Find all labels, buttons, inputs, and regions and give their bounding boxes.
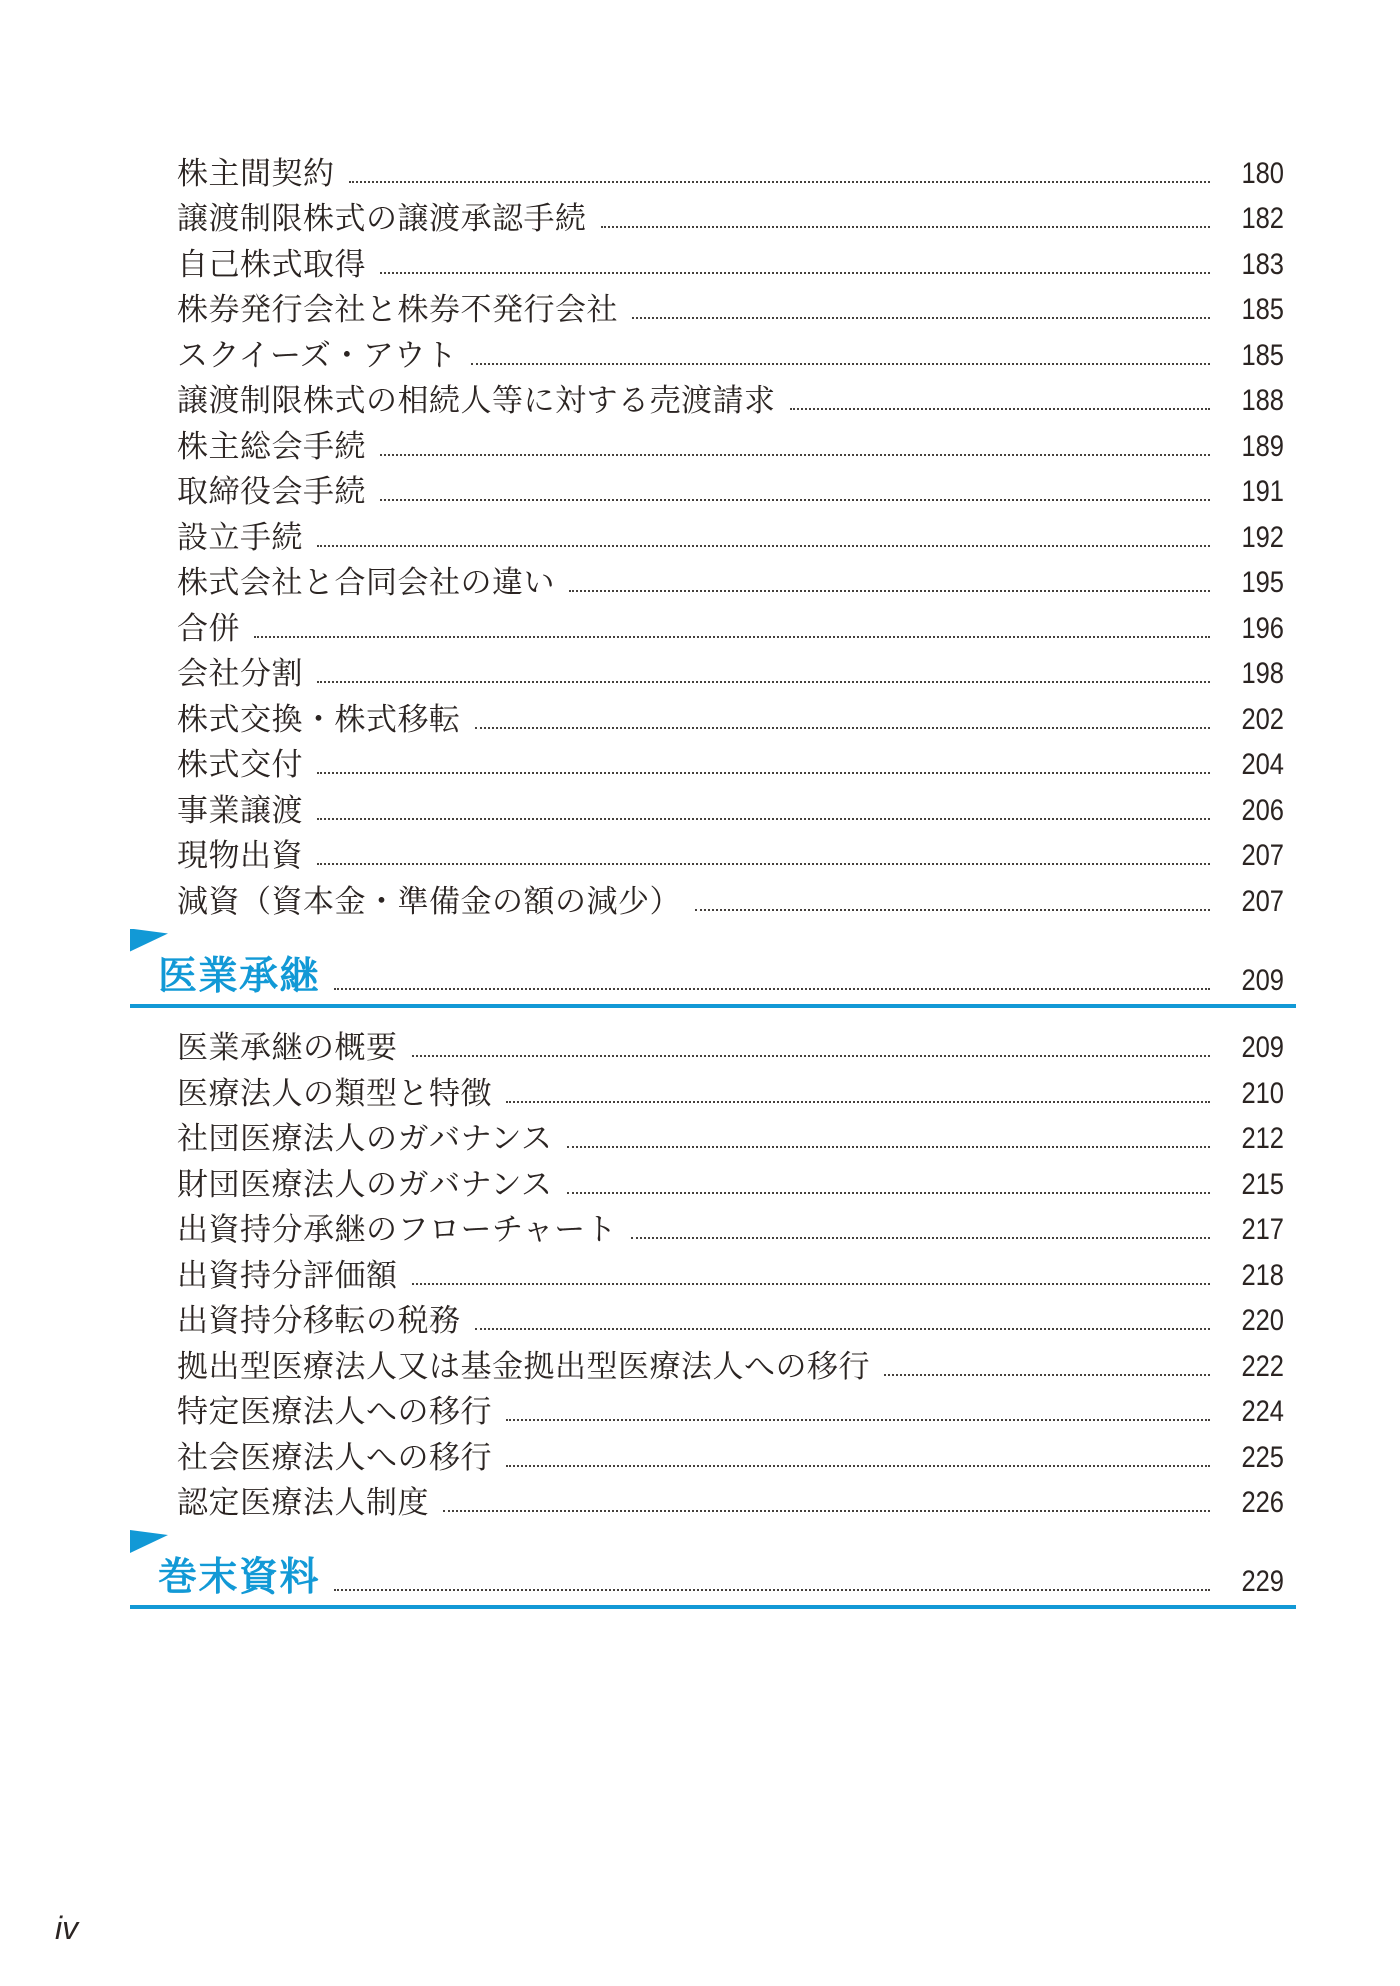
toc-entry-title: 株主総会手続 [177, 428, 366, 464]
section-flag-icon [130, 1530, 168, 1553]
toc-entry [130, 466, 1296, 512]
toc-entry-title: 自己株式取得 [177, 246, 366, 282]
page-number: iv [55, 1910, 79, 1946]
toc-entry-title: 出資持分承継のフローチャート [177, 1212, 618, 1247]
toc-entry [130, 147, 1296, 193]
toc-entry-title: 社会医療法人への移行 [177, 1439, 492, 1475]
toc-entry [130, 1477, 1296, 1523]
toc-entry-page: 224 [1241, 1395, 1284, 1428]
table-of-contents [130, 147, 1296, 1623]
toc-entry [130, 1022, 1296, 1068]
dotted-leader [380, 272, 1210, 274]
toc-entry-page: 209 [1241, 1031, 1284, 1064]
toc-entry-page: 204 [1241, 748, 1284, 781]
toc-entry-page: 196 [1241, 611, 1284, 645]
toc-entry-page: 185 [1241, 293, 1284, 326]
toc-entry-title: 減資（資本金・準備金の額の減少） [177, 883, 681, 919]
toc-entry [130, 693, 1296, 739]
toc-entry-title: 医療法人の類型と特徴 [177, 1075, 492, 1111]
toc-entry-page: 180 [1241, 156, 1284, 190]
toc-entry [130, 784, 1296, 830]
section-flag-icon [130, 929, 168, 952]
toc-entry [130, 1249, 1296, 1295]
toc-entry [130, 1113, 1296, 1159]
toc-entry-page: 185 [1241, 338, 1284, 372]
toc-entry-page: 222 [1241, 1349, 1284, 1383]
toc-entry [130, 329, 1296, 375]
section-title: 医業承継 [158, 954, 321, 998]
dotted-leader [380, 454, 1210, 456]
toc-entry [130, 1386, 1296, 1432]
dotted-leader [443, 1510, 1210, 1512]
toc-entry [130, 284, 1296, 330]
section-page: 229 [1241, 1565, 1284, 1598]
toc-intro-list [130, 147, 1296, 921]
toc-entry [130, 1340, 1296, 1386]
dotted-leader [506, 1465, 1210, 1467]
toc-entry [130, 648, 1296, 694]
toc-entry-page: 182 [1241, 202, 1284, 235]
toc-entry-title: 譲渡制限株式の譲渡承認手続 [177, 201, 587, 236]
toc-entry-page: 220 [1241, 1304, 1284, 1337]
dotted-leader [569, 590, 1210, 592]
dotted-leader [632, 317, 1210, 319]
toc-entry-page: 207 [1241, 839, 1284, 872]
toc-entry-title: 株式交付 [177, 747, 303, 782]
toc-entry [130, 420, 1296, 466]
dotted-leader [567, 1146, 1210, 1148]
toc-entry-page: 183 [1241, 247, 1284, 281]
dotted-leader [412, 1055, 1211, 1057]
toc-entry [130, 739, 1296, 785]
section-header [130, 1551, 1296, 1601]
toc-entry-title: 出資持分評価額 [177, 1257, 398, 1293]
toc-entry-title: 現物出資 [177, 838, 303, 873]
dotted-leader [412, 1283, 1211, 1285]
dotted-leader [601, 226, 1211, 228]
toc-entry [130, 602, 1296, 648]
toc-entry-page: 225 [1241, 1440, 1284, 1474]
toc-section [130, 1530, 1296, 1609]
toc-entry-page: 212 [1241, 1122, 1284, 1155]
toc-entry-title: 株式交換・株式移転 [177, 701, 461, 737]
dotted-leader [471, 363, 1210, 365]
dotted-leader [884, 1374, 1210, 1376]
dotted-leader [380, 499, 1210, 501]
section-page: 209 [1241, 963, 1284, 997]
dotted-leader [317, 681, 1210, 683]
dotted-leader [334, 1589, 1210, 1591]
toc-entry-title: 会社分割 [177, 656, 303, 691]
dotted-leader [317, 818, 1210, 820]
toc-entry-page: 189 [1241, 429, 1284, 463]
toc-entry [130, 1067, 1296, 1113]
toc-entry-page: 226 [1241, 1486, 1284, 1519]
dotted-leader [475, 727, 1211, 729]
dotted-leader [695, 909, 1210, 911]
toc-sections [130, 929, 1296, 1610]
toc-entry [130, 1158, 1296, 1204]
toc-entry-title: 拠出型医療法人又は基金拠出型医療法人への移行 [177, 1348, 870, 1384]
toc-entry-title: 株券発行会社と株券不発行会社 [177, 292, 618, 327]
toc-entry [130, 1295, 1296, 1341]
section-header [130, 950, 1296, 1000]
toc-entry-title: 医業承継の概要 [177, 1030, 398, 1065]
section-title: 巻末資料 [158, 1556, 321, 1599]
toc-entry-page: 191 [1241, 475, 1284, 508]
dotted-leader [506, 1419, 1210, 1421]
toc-entry-title: スクイーズ・アウト [177, 337, 458, 373]
toc-entry-title: 設立手続 [177, 519, 303, 555]
toc-entry-page: 206 [1241, 793, 1284, 827]
dotted-leader [317, 772, 1210, 774]
toc-entry-title: 株主間契約 [177, 155, 335, 191]
dotted-leader [349, 181, 1211, 183]
toc-section [130, 929, 1296, 1523]
dotted-leader [631, 1237, 1210, 1239]
toc-entry-title: 認定医療法人制度 [177, 1485, 429, 1520]
toc-entry-page: 215 [1241, 1167, 1284, 1201]
toc-entry-page: 195 [1241, 566, 1284, 599]
dotted-leader [790, 408, 1211, 410]
dotted-leader [254, 636, 1210, 638]
toc-entry-page: 218 [1241, 1258, 1284, 1292]
toc-entry-page: 192 [1241, 520, 1284, 554]
toc-entry [130, 830, 1296, 876]
dotted-leader [334, 988, 1210, 990]
section-rule [130, 1605, 1296, 1609]
toc-entry [130, 557, 1296, 603]
toc-entry-page: 198 [1241, 657, 1284, 690]
toc-entry-page: 207 [1241, 884, 1284, 918]
toc-entry-page: 217 [1241, 1213, 1284, 1246]
dotted-leader [475, 1328, 1211, 1330]
toc-entry-title: 合併 [177, 610, 240, 646]
section-rule [130, 1004, 1296, 1008]
toc-section-list [130, 1022, 1296, 1523]
dotted-leader [567, 1192, 1210, 1194]
toc-entry-title: 事業譲渡 [177, 792, 303, 828]
toc-entry [130, 875, 1296, 921]
toc-entry [130, 1431, 1296, 1477]
dotted-leader [317, 545, 1210, 547]
toc-entry-title: 出資持分移転の税務 [177, 1303, 461, 1338]
toc-entry-title: 株式会社と合同会社の違い [177, 565, 555, 600]
toc-entry [130, 511, 1296, 557]
toc-entry [130, 375, 1296, 421]
toc-entry-page: 210 [1241, 1076, 1284, 1110]
toc-entry [130, 1204, 1296, 1250]
dotted-leader [506, 1101, 1210, 1103]
toc-entry [130, 193, 1296, 239]
toc-entry-page: 202 [1241, 702, 1284, 736]
toc-entry-page: 188 [1241, 384, 1284, 417]
toc-entry-title: 社団医療法人のガバナンス [177, 1121, 553, 1156]
toc-entry-title: 財団医療法人のガバナンス [177, 1166, 553, 1202]
toc-entry-title: 譲渡制限株式の相続人等に対する売渡請求 [177, 383, 776, 418]
toc-entry-title: 特定医療法人への移行 [177, 1394, 492, 1429]
dotted-leader [317, 863, 1210, 865]
toc-entry-title: 取締役会手続 [177, 474, 366, 509]
toc-entry [130, 238, 1296, 284]
